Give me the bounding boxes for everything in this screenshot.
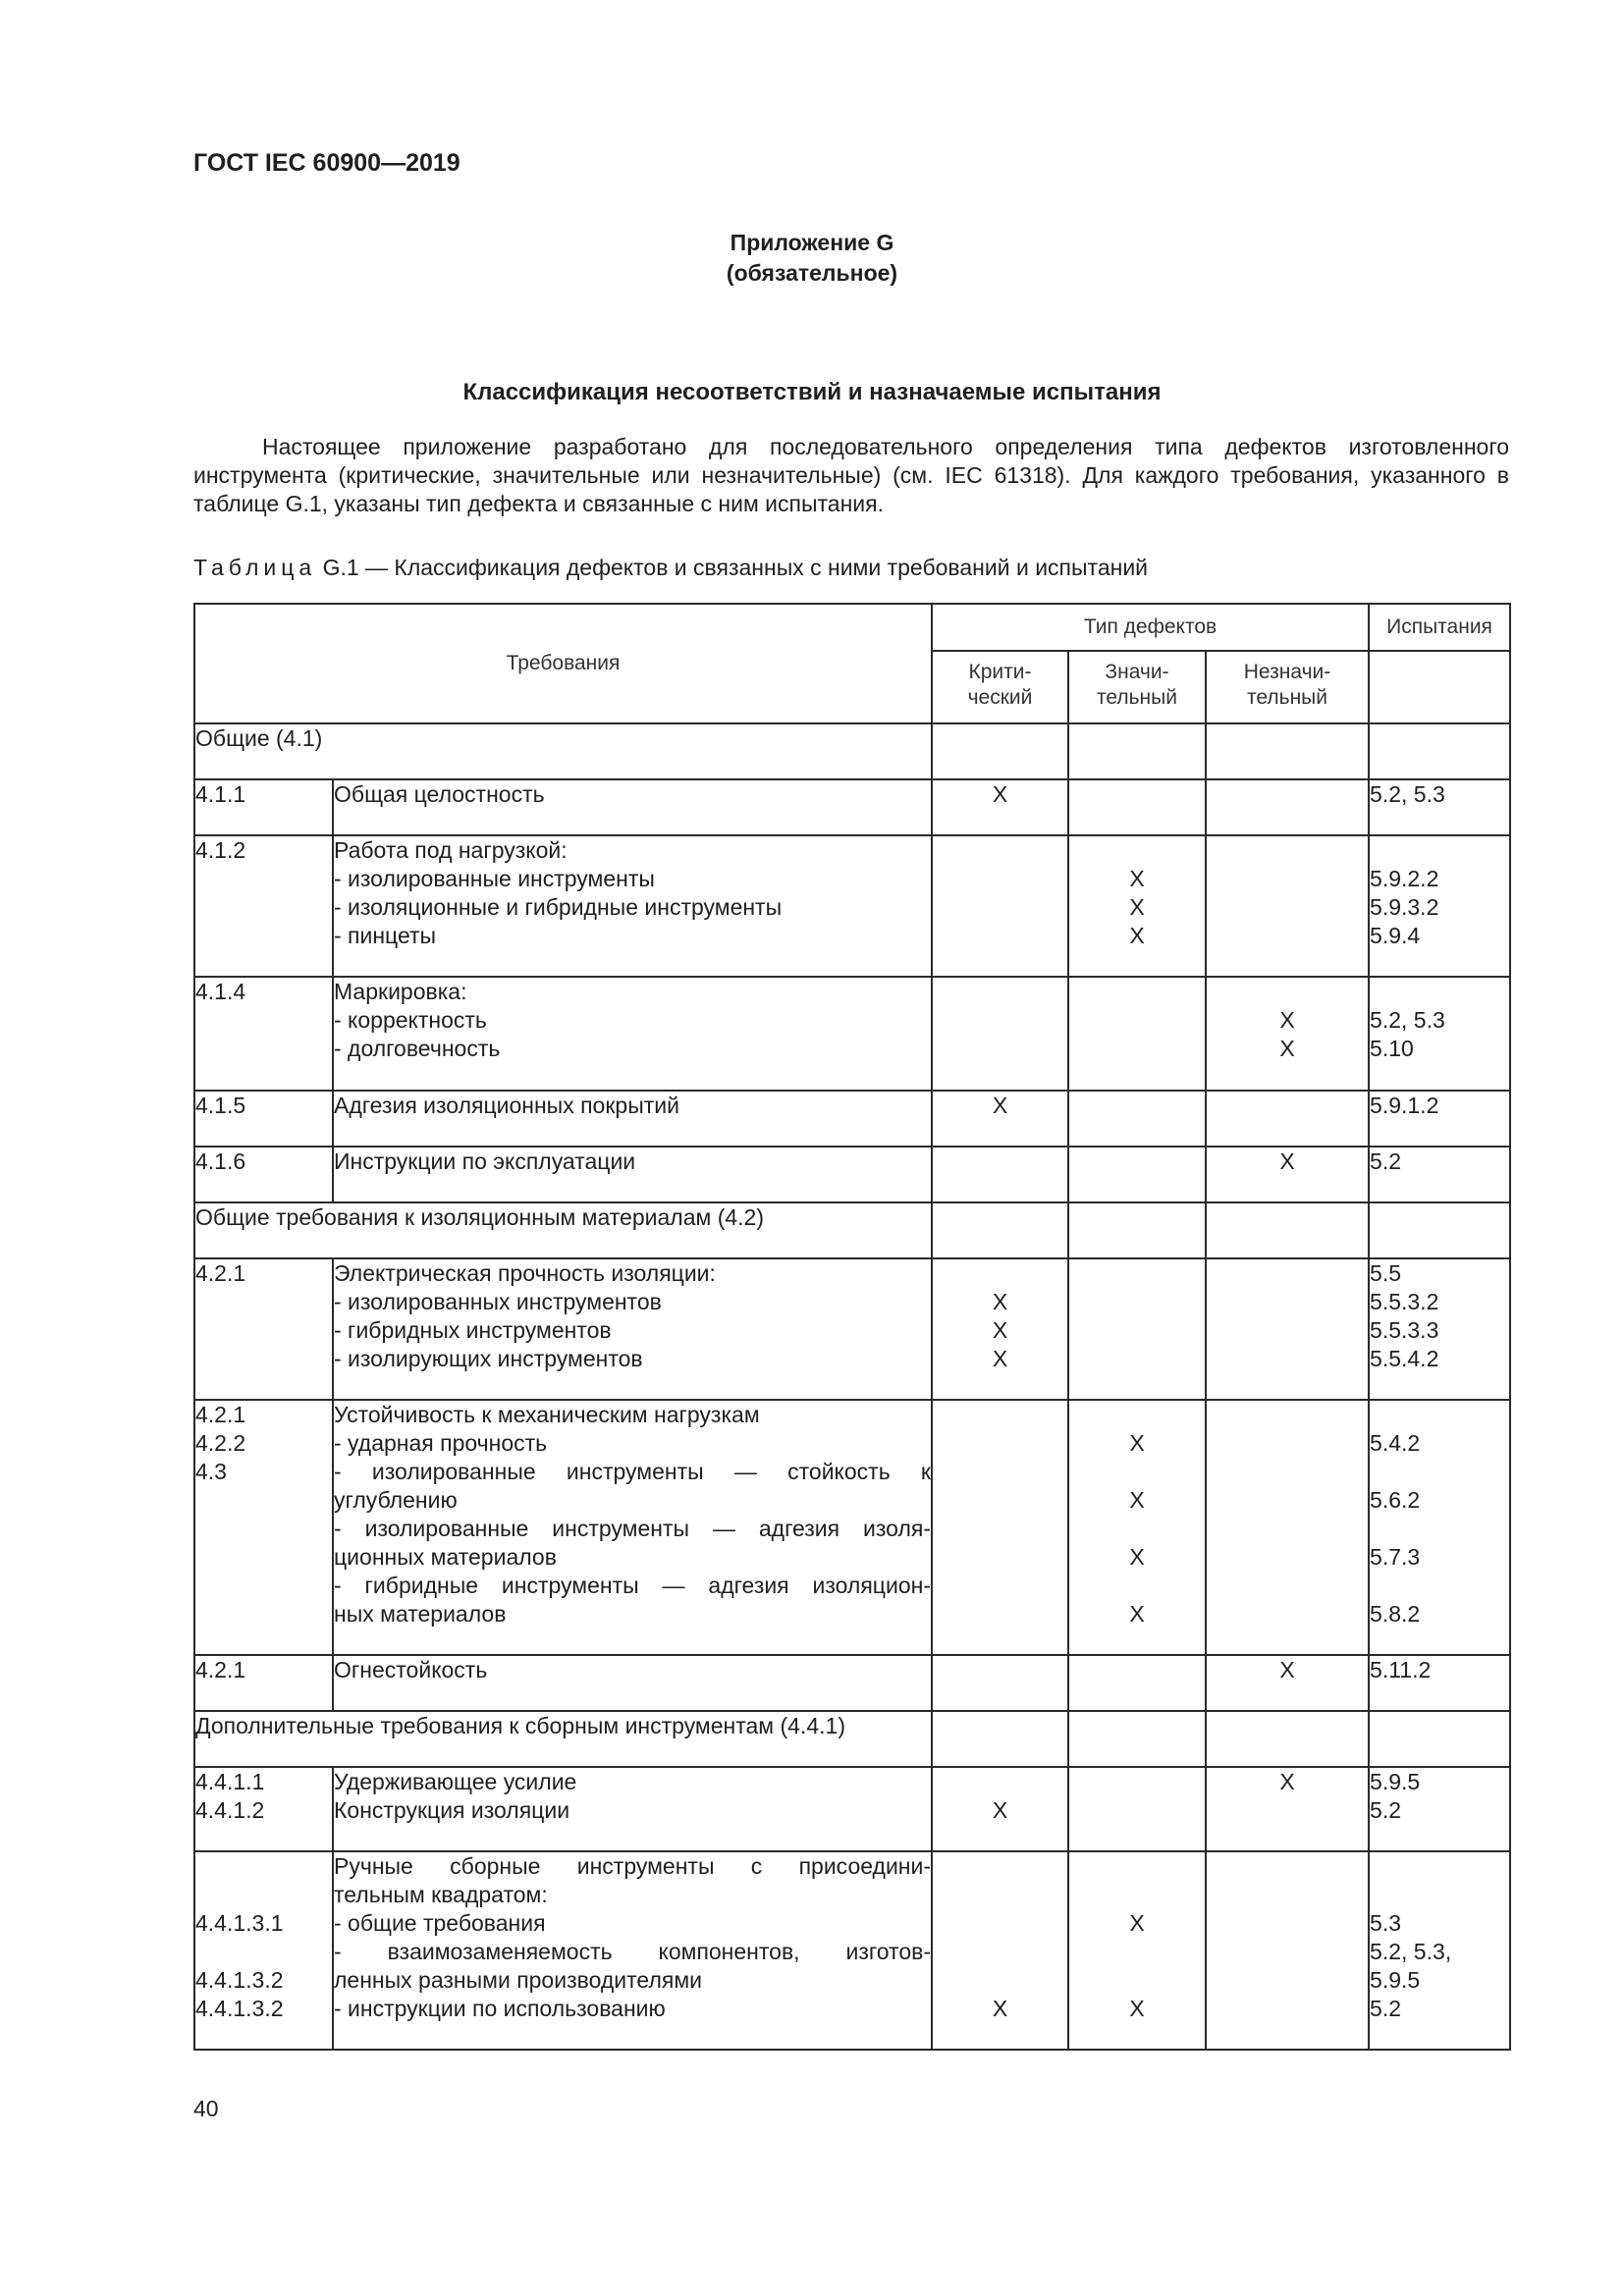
header-tests: Испытания (1369, 604, 1510, 651)
tests-cell (1369, 977, 1510, 1091)
header-requirements: Требования (194, 604, 932, 723)
tests-cell-line (1370, 836, 1509, 865)
critical-cell-line: X (992, 781, 1008, 807)
significant-cell (1068, 1258, 1206, 1400)
clause-cell-line: 4.4.1.3.2 (195, 1967, 284, 1993)
tests-cell-line (1370, 978, 1509, 1006)
critical-cell-line (933, 1852, 1067, 1881)
significant-cell-line (1069, 1401, 1205, 1429)
table-row (194, 1851, 1510, 2050)
tests-cell-line: 5.5 (1370, 1260, 1402, 1286)
critical-cell (932, 1147, 1068, 1202)
significant-cell-line: X (1129, 1601, 1145, 1627)
tests-cell-line: 5.4.2 (1370, 1430, 1421, 1456)
minor-cell (1206, 1258, 1369, 1400)
clause-cell-line: 4.1.2 (195, 837, 246, 863)
requirement-cell-line: тельным квадратом: (334, 1882, 548, 1907)
table-row (194, 779, 1510, 835)
table-row (194, 977, 1510, 1091)
requirement-cell-line: Удерживающее усилие (334, 1769, 577, 1794)
tests-cell-line (1370, 1572, 1509, 1600)
tests-cell-line: 5.5.3.2 (1370, 1289, 1439, 1314)
minor-cell (1206, 1655, 1369, 1711)
critical-cell-line (933, 1768, 1067, 1796)
table-row (194, 1655, 1510, 1711)
tests-cell (1369, 835, 1510, 977)
group-empty-cell (1206, 723, 1369, 779)
significant-cell-line (1069, 1515, 1205, 1543)
critical-cell-line: X (992, 1996, 1008, 2021)
tests-cell-line: 5.2 (1370, 1148, 1402, 1174)
clause-cell-line: 4.4.1.3.1 (195, 1910, 284, 1936)
critical-cell-line (933, 1938, 1067, 1966)
clause-cell-line: 4.2.1 (195, 1260, 246, 1286)
group-empty-cell (1068, 1202, 1206, 1258)
clause-cell-line: 4.4.1.1 (195, 1769, 265, 1794)
header-tests-empty (1369, 651, 1510, 723)
tests-cell-line (1370, 1852, 1509, 1881)
significant-cell-line (1069, 1572, 1205, 1600)
critical-cell-line: X (992, 1093, 1008, 1118)
requirement-cell-line: - изолированные инструменты (334, 866, 655, 891)
clause-cell-line: 4.1.6 (195, 1148, 246, 1174)
minor-cell (1206, 779, 1369, 835)
clause-cell (194, 1400, 333, 1655)
tests-cell-line: 5.6.2 (1370, 1487, 1421, 1513)
critical-cell-line (933, 1881, 1067, 1909)
critical-cell-line: X (992, 1317, 1008, 1343)
critical-cell (932, 835, 1068, 977)
header-critical (932, 651, 1068, 723)
critical-cell (932, 1258, 1068, 1400)
clause-cell (194, 1767, 333, 1851)
significant-cell (1068, 1655, 1206, 1711)
minor-cell-line: X (1279, 1036, 1295, 1061)
clause-cell-line: 4.1.4 (195, 979, 246, 1004)
significant-cell (1068, 835, 1206, 977)
table-caption-text: G.1 — Классификация дефектов и связанных с ними требований и испытаний (316, 555, 1149, 580)
critical-cell-line (933, 1966, 1067, 1995)
annex-title: Приложение G (730, 230, 894, 255)
critical-cell (932, 1091, 1068, 1147)
requirement-cell (333, 779, 932, 835)
significant-cell (1068, 977, 1206, 1091)
tests-cell-line (1370, 1515, 1509, 1543)
tests-cell (1369, 1767, 1510, 1851)
requirement-cell-line: Электрическая прочность изоляции: (334, 1260, 716, 1286)
requirement-cell-line: Адгезия изоляционных покрытий (334, 1093, 679, 1118)
significant-cell-line: X (1129, 1430, 1145, 1456)
clause-cell (194, 1851, 333, 2050)
significant-cell-line (1069, 1852, 1205, 1881)
requirement-cell-line: - гибридных инструментов (334, 1317, 612, 1343)
clause-cell-line: 4.4.1.3.2 (195, 1996, 284, 2021)
significant-cell-line: X (1129, 1487, 1145, 1513)
tests-cell-line: 5.2 (1370, 1797, 1402, 1823)
header-significant-line: тельный (1097, 686, 1177, 709)
requirement-cell-line: ных материалов (334, 1601, 507, 1627)
minor-cell (1206, 1400, 1369, 1655)
tests-cell-line: 5.7.3 (1370, 1544, 1421, 1570)
clause-cell (194, 1147, 333, 1202)
group-empty-cell (1369, 1711, 1510, 1767)
requirement-cell-line: - изоляционные и гибридные инструменты (334, 894, 783, 920)
clause-cell-line: 4.1.5 (195, 1093, 246, 1118)
clause-cell-line: 4.1.1 (195, 781, 246, 807)
clause-cell-line: 4.3 (195, 1459, 227, 1484)
significant-cell (1068, 1147, 1206, 1202)
intro-paragraph: Настоящее приложение разработано для последовательного определения типа дефектов изготовленного инструмента (критические, значительные или незначительные) (см. IEC 61318). Для каждого требования, указанного в таблице G.1, указаны тип дефекта и связанные с ним испытания. (193, 434, 1509, 516)
clause-cell (194, 977, 333, 1091)
critical-cell-line: X (992, 1797, 1008, 1823)
tests-cell-line: 5.9.1.2 (1370, 1093, 1439, 1118)
tests-cell-line: 5.3 (1370, 1910, 1402, 1936)
critical-cell-line: X (992, 1346, 1008, 1371)
requirement-cell-line: Ручные сборные инструменты с присоедини- (334, 1853, 931, 1879)
table-row (194, 1091, 1510, 1147)
requirement-cell-line: Работа под нагрузкой: (334, 837, 568, 863)
significant-cell-line (1069, 1966, 1205, 1995)
minor-cell-line (1207, 1796, 1368, 1825)
tests-cell-line: 5.9.2.2 (1370, 866, 1439, 891)
header-significant-line: Значи- (1105, 661, 1169, 683)
minor-cell (1206, 977, 1369, 1091)
requirement-cell-line: - ударная прочность (334, 1430, 548, 1456)
critical-cell (932, 1767, 1068, 1851)
significant-cell-line (1069, 1938, 1205, 1966)
requirement-cell-line: Общая целостность (334, 781, 545, 807)
minor-cell-line (1207, 780, 1368, 809)
requirement-cell-line: ленных разными производителями (334, 1967, 702, 1993)
clause-cell-line: 4.2.2 (195, 1430, 246, 1456)
requirement-cell (333, 1767, 932, 1851)
significant-cell (1068, 1851, 1206, 2050)
minor-cell (1206, 835, 1369, 977)
header-minor (1206, 651, 1369, 723)
clause-cell-line (195, 1852, 332, 1881)
page-number: 40 (193, 2096, 219, 2121)
group-empty-cell (1068, 723, 1206, 779)
table-row (194, 1767, 1510, 1851)
group-row (194, 1202, 1510, 1258)
group-empty-cell (1206, 1711, 1369, 1767)
header-minor-line: Незначи- (1243, 661, 1331, 683)
section-title: Классификация несоответствий и назначаемые испытания (462, 379, 1162, 405)
critical-cell-line (933, 1909, 1067, 1938)
requirement-cell-line: углублению (334, 1487, 458, 1513)
requirement-cell-line: - инструкции по использованию (334, 1996, 666, 2021)
table-row (194, 1400, 1510, 1655)
group-title: Дополнительные требования к сборным инструментам (4.4.1) (194, 1711, 932, 1767)
tests-cell-line: 5.9.5 (1370, 1769, 1421, 1794)
requirement-cell-line: - изолированных инструментов (334, 1289, 662, 1314)
group-title: Общие (4.1) (194, 723, 932, 779)
tests-cell-line: 5.10 (1370, 1036, 1414, 1061)
critical-cell-line: X (992, 1289, 1008, 1314)
tests-cell-line: 5.2, 5.3 (1370, 781, 1445, 807)
tests-cell (1369, 1400, 1510, 1655)
requirement-cell (333, 1851, 932, 2050)
group-empty-cell (1068, 1711, 1206, 1767)
significant-cell (1068, 1767, 1206, 1851)
requirement-cell (333, 1655, 932, 1711)
group-empty-cell (932, 723, 1068, 779)
requirement-cell-line: - изолированные инструменты — адгезия изоля- (334, 1516, 931, 1541)
clause-cell (194, 1258, 333, 1400)
minor-cell-line: X (1279, 1007, 1295, 1033)
minor-cell (1206, 1091, 1369, 1147)
significant-cell-line: X (1129, 1910, 1145, 1936)
tests-cell-line: 5.2, 5.3, (1370, 1939, 1452, 1964)
requirement-cell-line: - гибридные инструменты — адгезия изоляцион- (334, 1573, 931, 1598)
clause-cell (194, 835, 333, 977)
table-caption (193, 555, 1148, 581)
group-empty-cell (1369, 723, 1510, 779)
requirement-cell (333, 1147, 932, 1202)
tests-cell (1369, 1258, 1510, 1400)
tests-cell-line: 5.9.4 (1370, 923, 1421, 948)
requirement-cell-line: - взаимозаменяемость компонентов, изготов- (334, 1939, 931, 1964)
table-row (194, 835, 1510, 977)
tests-cell-line: 5.2, 5.3 (1370, 1007, 1445, 1033)
tests-cell-line: 5.8.2 (1370, 1601, 1421, 1627)
group-empty-cell (932, 1202, 1068, 1258)
critical-cell (932, 977, 1068, 1091)
tests-cell-line (1370, 1881, 1509, 1909)
requirement-cell (333, 835, 932, 977)
clause-cell (194, 1655, 333, 1711)
group-row (194, 1711, 1510, 1767)
tests-cell (1369, 1091, 1510, 1147)
group-empty-cell (1369, 1202, 1510, 1258)
critical-cell (932, 1851, 1068, 2050)
critical-cell-line (933, 1259, 1067, 1288)
clause-cell (194, 1091, 333, 1147)
header-minor-line: тельный (1247, 686, 1327, 709)
significant-cell (1068, 779, 1206, 835)
requirement-cell (333, 1400, 932, 1655)
significant-cell-line (1069, 780, 1205, 809)
requirement-cell-line: ционных материалов (334, 1544, 557, 1570)
minor-cell (1206, 1147, 1369, 1202)
significant-cell-line (1069, 1881, 1205, 1909)
critical-cell (932, 1655, 1068, 1711)
minor-cell-line: X (1279, 1148, 1295, 1174)
table-row (194, 1258, 1510, 1400)
requirement-cell-line: - долговечность (334, 1036, 501, 1061)
header-significant (1068, 651, 1206, 723)
header-defect-type: Тип дефектов (932, 604, 1369, 651)
significant-cell (1068, 1400, 1206, 1655)
tests-cell-line (1370, 1401, 1509, 1429)
significant-cell-line: X (1129, 1544, 1145, 1570)
group-row (194, 723, 1510, 779)
tests-cell (1369, 1147, 1510, 1202)
annex-heading (0, 228, 1624, 289)
minor-cell (1206, 1851, 1369, 2050)
significant-cell-line: X (1129, 923, 1145, 948)
requirement-cell-line: - корректность (334, 1007, 487, 1033)
tests-cell-line: 5.9.3.2 (1370, 894, 1439, 920)
requirement-cell-line: Инструкции по эксплуатации (334, 1148, 636, 1174)
tests-cell-line: 5.5.4.2 (1370, 1346, 1439, 1371)
tests-cell-line (1370, 1458, 1509, 1486)
requirement-cell-line: - изолирующих инструментов (334, 1346, 643, 1371)
significant-cell-line (1069, 1458, 1205, 1486)
table-caption-label: Таблица (193, 555, 317, 580)
requirement-cell-line: - пинцеты (334, 923, 437, 948)
group-title: Общие требования к изоляционным материалам (4.2) (194, 1202, 932, 1258)
clause-cell-line: 4.2.1 (195, 1657, 246, 1682)
clause-cell-line: 4.4.1.2 (195, 1797, 265, 1823)
group-empty-cell (932, 1711, 1068, 1767)
tests-cell-line: 5.11.2 (1370, 1657, 1432, 1682)
critical-cell (932, 779, 1068, 835)
requirement-cell (333, 1258, 932, 1400)
classification-table (193, 603, 1511, 2051)
tests-cell-line: 5.2 (1370, 1996, 1402, 2021)
group-empty-cell (1206, 1202, 1369, 1258)
critical-cell (932, 1400, 1068, 1655)
significant-cell (1068, 1091, 1206, 1147)
requirement-cell-line: - изолированные инструменты — стойкость к (334, 1459, 931, 1484)
clause-cell-line (195, 1881, 332, 1909)
minor-cell-line: X (1279, 1769, 1295, 1794)
document-code: ГОСТ IEC 60900—2019 (193, 149, 460, 177)
annex-status: (обязательное) (726, 260, 898, 286)
tests-cell (1369, 1655, 1510, 1711)
table-row (194, 1147, 1510, 1202)
significant-cell-line (1069, 836, 1205, 865)
tests-cell (1369, 1851, 1510, 2050)
tests-cell-line: 5.9.5 (1370, 1967, 1421, 1993)
requirement-cell-line: Конструкция изоляции (334, 1797, 570, 1823)
significant-cell-line: X (1129, 866, 1145, 891)
requirement-cell (333, 1091, 932, 1147)
tests-cell-line: 5.5.3.3 (1370, 1317, 1439, 1343)
requirement-cell-line: Маркировка: (334, 979, 467, 1004)
significant-cell-line: X (1129, 1996, 1145, 2021)
requirement-cell (333, 977, 932, 1091)
clause-cell (194, 779, 333, 835)
clause-cell-line: 4.2.1 (195, 1402, 246, 1427)
header-critical-line: ческий (967, 686, 1033, 709)
requirement-cell-line: Огнестойкость (334, 1657, 488, 1682)
requirement-cell-line: Устойчивость к механическим нагрузкам (334, 1402, 760, 1427)
table-body (194, 723, 1510, 2050)
minor-cell-line: X (1279, 1657, 1295, 1682)
significant-cell-line: X (1129, 894, 1145, 920)
minor-cell (1206, 1767, 1369, 1851)
clause-cell-line (195, 1938, 332, 1966)
requirement-cell-line: - общие требования (334, 1910, 546, 1936)
header-critical-line: Крити- (968, 661, 1032, 683)
tests-cell (1369, 779, 1510, 835)
minor-cell-line (1207, 978, 1368, 1006)
